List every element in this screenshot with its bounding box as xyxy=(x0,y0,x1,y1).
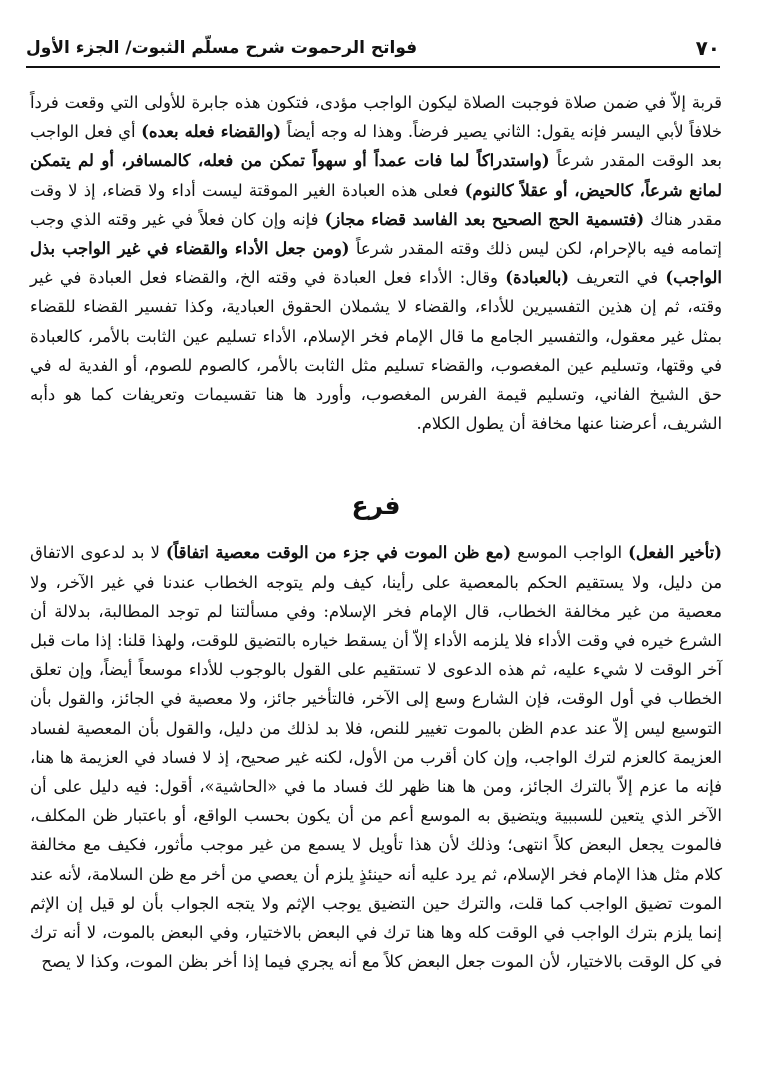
commentary-segment: لا بد لدعوى الاتفاق من دليل، ولا يستقيم الحكم بالمعصية على رأينا، كيف ولم يتوجه الخطاب عندنا في غير الآخر، ولا معصية من غير مخالفة الخطاب، قال الإمام فخر الإسلام: وفي مسألتنا لم توجد المطالبة، بدلالة أن الشرع خيره في وقت الأداء فلا يلزمه الأداء إلاّ أن يسقط خياره بالتضيق للوقت، ولهذا قلنا: إذا مات قبل آخر الوقت لا شيء عليه، ثم هذه الدعوى لا تستقيم على القول بالوجوب للأداء موسعاً أيضاً، وإن تعلق الخطاب في أول الوقت، فإن الشارع وسع إلى الآخر، فالتأخير جائز، ولا معصية في الجائز، والقول بأن التوسيع ليس إلاّ عند عدم الظن بالموت تغيير للنص، فلا بد لذلك من دليل، والقول بأن المعصية لفساد العزيمة كالعزم لترك الواجب، وإن كان أقرب من الأول، لكنه غير صحيح، إذ لا فساد في العزيمة ها هنا، فإنه ما عزم إلاّ بالترك الجائز، ومن ها هنا ظهر لك فساد ما في «الحاشية»، أقول: فيه دليل على أن الآخر الذي يتعين للسببية ويتضيق به الموسع أعم من أن يكون بحسب الواقع، أو باعتبار ظن المكلف، فالموت يجعل البعض كلاً انتهى؛ وذلك لأن هذا تأويل لا يسمع من غير موجب مأثور، فكيف مع مخالفة كلام مثل هذا الإمام فخر الإسلام، ثم يرد عليه أنه حينئذٍ يلزم أن يعصي من أخر مع ظن السلامة، لأنه عند الموت تضيق الواجب كما قلت، والترك حين التضيق يوجب الإثم ولا يتجه الجواب بأن لو قيل إن الإثم إنما يلزم بترك الواجب في الوقت كله وها هنا ترك في البعض بالاختيار، وفي البعض بالموت، لا أنه ترك في كل الوقت بالاختيار، لأن الموت جعل البعض كلاً مع أنه يجري فيما إذا أخر بظن الموت، وكذا لا يصح xyxy=(30,543,722,972)
commentary-segment: فعلى هذه العبادة الغير الموقتة ليست أداء ولا قضاء، إذ لا وقت مقدر هناك xyxy=(30,180,723,229)
commentary-segment: قربة إلاّ في ضمن صلاة فوجبت الصلاة ليكون الواجب مؤدى، فتكون هذه جابرة للأولى التي وقعت فرداً خلافاً لأبي اليسر فإنه يقول: الثاني يصير فرضاً. وهذا له وجه أيضاً xyxy=(30,93,722,142)
bold-matn-segment: (فتسمية الحج الصحيح بعد الفاسد قضاء مجاز) xyxy=(324,209,645,229)
section-heading: فرع xyxy=(351,491,401,521)
bold-matn-segment: (بالعبادة) xyxy=(505,268,570,288)
running-header xyxy=(26,30,720,68)
bold-matn-segment: (ومن جعل الأداء والقضاء في غير الواجب بذل الواجب) xyxy=(30,239,722,288)
bold-matn-segment: (والقضاء فعله بعده) xyxy=(141,122,282,142)
bold-matn-segment: (واستدراكاً لما فات عمداً أو سهواً تمكن من فعله، كالمسافر، أو لم يتمكن لمانع شرعاً، كالحيض، أو عقلاً كالنوم) xyxy=(30,151,722,200)
body-text xyxy=(30,88,722,976)
running-title: فواتح الرحموت شرح مسلّم الثبوت/ الجزء الأول xyxy=(26,38,418,58)
commentary-segment: وقال: الأداء فعل العبادة في وقته الخ، والقضاء فعل العبادة في غير وقته، ثم إن هذين التفسيرين للأداء، والقضاء لا يشملان الحقوق العبادية، وكذا تفسير القضاء للقضاء بمثل غير معقول، والتفسير الجامع ما قال الإمام فخر الإسلام، الأداء تسليم عين الثابت بالأمر، كالعبادة في وقتها، وتسليم عين المغصوب، والقضاء تسليم مثل الثابت بالأمر، كالصوم للصوم، أو الفدية له في حق الشيخ الفاني، وتسليم قيمة الفرس المغصوب، وأورد ها هنا تقسيمات وتعريفات كما هو دأبه الشريف، أعرضنا عنها مخافة أن يطول الكلام. xyxy=(30,268,722,434)
commentary-segment: أي فعل الواجب بعد الوقت المقدر شرعاً xyxy=(30,122,722,171)
paragraph-2 xyxy=(30,538,722,976)
paragraph-1 xyxy=(30,88,722,438)
bold-matn-segment: (تأخير الفعل) xyxy=(628,543,722,563)
page-number: ٧٠ xyxy=(695,36,720,60)
commentary-segment: في التعريف xyxy=(569,268,666,288)
bold-matn-segment: (مع ظن الموت في جزء من الوقت معصية اتفاقاً) xyxy=(165,543,512,563)
commentary-segment: فإنه وإن كان فعلاً في غير وقته الذي وجب إتمامه فيه بالإحرام، لكن ليس ذلك وقته المقدر شرعاً xyxy=(30,209,722,259)
commentary-segment: الواجب الموسع xyxy=(511,543,629,563)
